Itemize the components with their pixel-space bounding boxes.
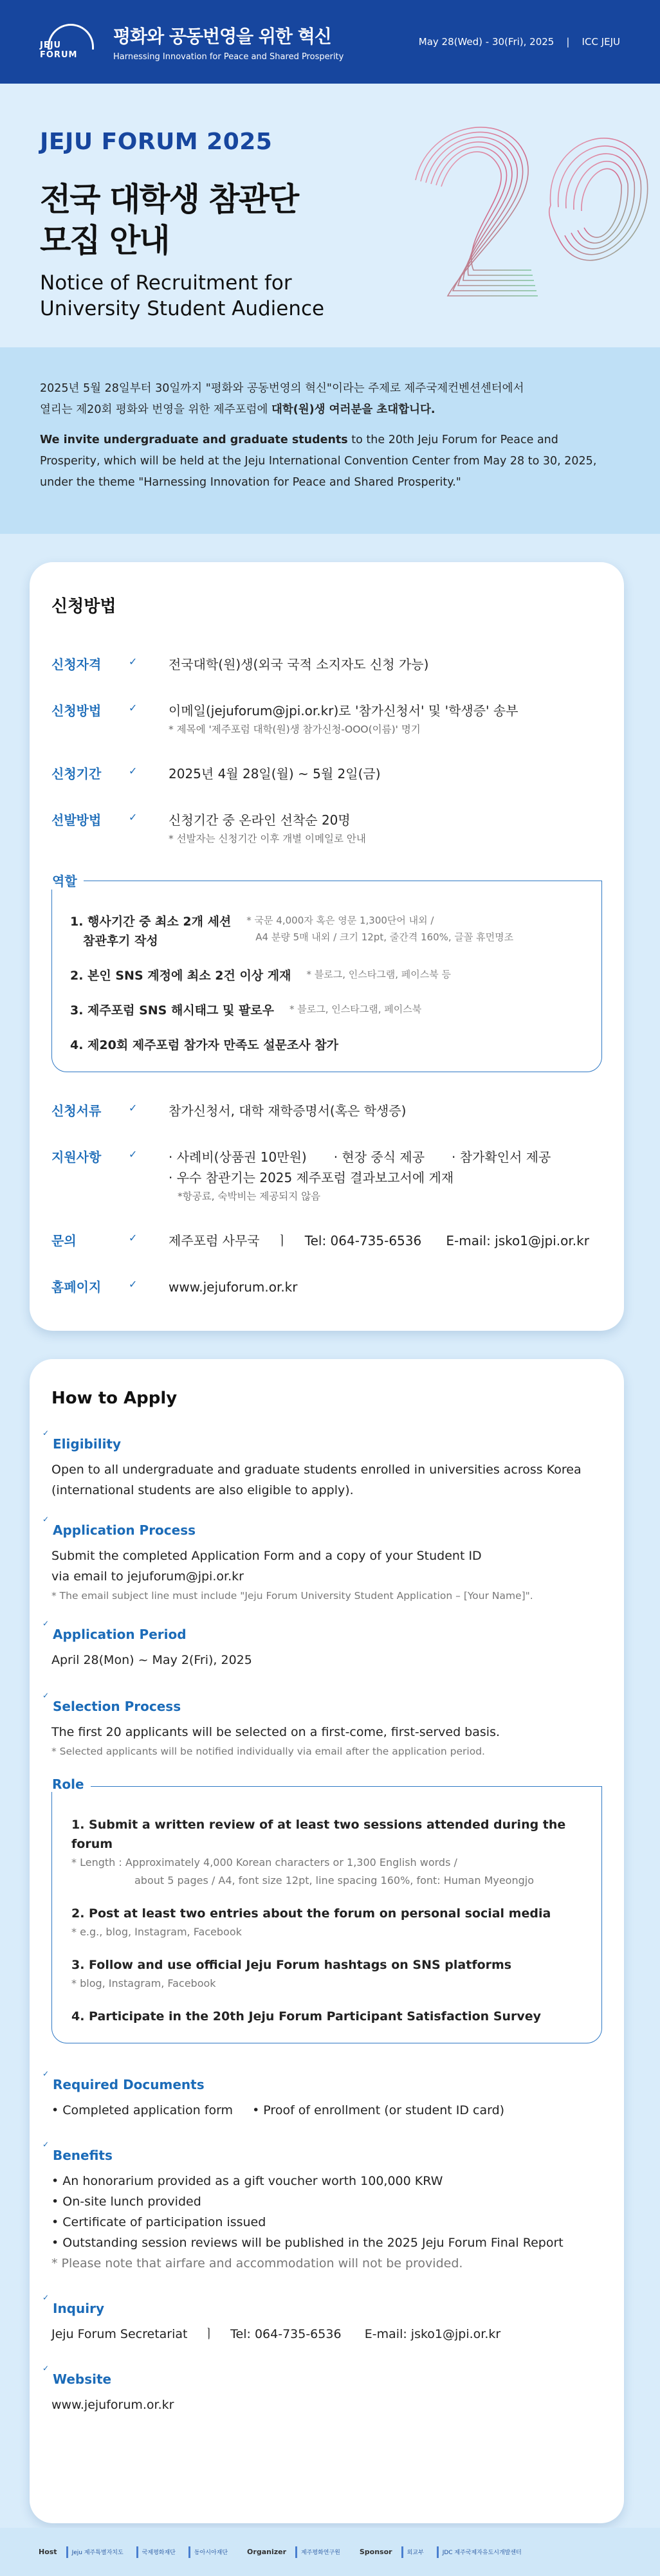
footer-sponsors — [0, 2528, 660, 2576]
ko-benefit-3: · 참가확인서 제공 — [452, 1149, 551, 1165]
ko-period-row — [51, 763, 602, 784]
ko-process-note: * 제목에 '제주포럼 대학(원)생 참가신청-OOO(이름)' 명기 — [169, 724, 421, 735]
ko-selection-row — [51, 810, 602, 847]
en-eligibility-label: ✓ Eligibility — [50, 1436, 602, 1452]
organizer-logo-jpi: 제주평화연구원 — [295, 2546, 344, 2558]
ko-role-label: 역할 — [51, 871, 84, 890]
en-period-value: April 28(Mon) ~ May 2(Fri), 2025 — [51, 1653, 252, 1667]
host-logo-peace-foundation: 국제평화재단 — [136, 2546, 179, 2558]
ko-benefit-4: · 우수 참관기는 2025 제주포럼 결과보고서에 게재 — [169, 1170, 454, 1185]
check-icon: ✓ — [129, 1102, 138, 1114]
ko-process-label: 신청방법 — [51, 703, 102, 718]
en-docs-section — [51, 2077, 602, 2121]
ko-selection-note: * 선발자는 신청기간 이후 개별 이메일로 안내 — [169, 833, 366, 845]
intro-ko-bold: 대학(원)생 여러분을 초대합니다. — [271, 403, 435, 416]
ko-role-1-note-a: * 국문 4,000자 혹은 영문 1,300단어 내외 / — [246, 915, 434, 926]
ko-role-4-text: 4. 제20회 제주포럼 참가자 만족도 설문조사 참가 — [70, 1038, 338, 1052]
ko-role-2-text: 2. 본인 SNS 계정에 최소 2건 이상 게재 — [70, 969, 291, 983]
ko-website-label: 홈페이지 — [51, 1279, 102, 1295]
ko-role-item-1 — [70, 912, 587, 951]
en-role-3-note: * blog, Instagram, Facebook — [71, 1977, 216, 1989]
ko-role-1-text-a: 1. 행사기간 중 최소 2개 세션 — [70, 915, 232, 929]
ko-eligibility-label: 신청자격 — [51, 657, 102, 672]
korean-application-card — [30, 562, 624, 1331]
ko-docs-label: 신청서류 — [51, 1103, 102, 1119]
host-label: Host — [39, 2548, 57, 2556]
en-role-item-3 — [71, 1955, 587, 1993]
ko-role-item-3 — [70, 1001, 587, 1020]
en-website-link[interactable]: www.jejuforum.or.kr — [51, 2398, 174, 2412]
en-role-box — [51, 1777, 602, 2043]
subtitle-line-1: Notice of Recruitment for — [40, 271, 292, 295]
en-docs-item-1: • Completed application form — [51, 2103, 234, 2117]
ko-role-item-4 — [70, 1036, 587, 1055]
ko-benefit-2: · 현장 중식 제공 — [333, 1149, 425, 1165]
hero-section — [0, 84, 660, 347]
en-role-item-2 — [71, 1904, 587, 1941]
logo-text: JEJU FORUM — [40, 41, 78, 60]
host-logo-east-asia-foundation: 동아시아재단 — [188, 2546, 232, 2558]
twenty-ribbon-graphic — [390, 84, 660, 347]
en-website-section — [51, 2371, 602, 2415]
ko-website-row — [51, 1277, 602, 1297]
en-inquiry-label: ✓ Inquiry — [50, 2301, 602, 2316]
ko-eligibility-row — [51, 654, 602, 675]
en-process-label: ✓ Application Process — [50, 1522, 602, 1538]
check-icon: ✓ — [129, 655, 138, 668]
ko-benefit-1: · 사례비(상품권 10만원) — [169, 1149, 307, 1165]
hero-eyebrow: JEJU FORUM 2025 — [40, 129, 273, 155]
en-selection-note: * Selected applicants will be notified individually via email after the application period. — [51, 1746, 485, 1757]
check-icon: ✓ — [129, 1148, 138, 1160]
ko-process-value: 이메일(jejuforum@jpi.or.kr)로 '참가신청서' 및 '학생증' 송부 — [169, 703, 518, 718]
ko-role-3-note: * 블로그, 인스타그램, 페이스북 — [289, 1003, 422, 1015]
en-role-4-text: 4. Participate in the 20th Jeju Forum Participant Satisfaction Survey — [71, 2009, 542, 2023]
ko-role-1-text-b: 참관후기 작성 — [83, 934, 158, 948]
en-docs-item-2: • Proof of enrollment (or student ID card) — [252, 2103, 505, 2117]
en-role-3-text: 3. Follow and use official Jeju Forum hashtags on SNS platforms — [71, 1958, 512, 1972]
en-process-section — [51, 1522, 602, 1605]
sponsor-label: Sponsor — [359, 2548, 392, 2556]
en-role-1-text: 1. Submit a written review of at least two sessions attended during the forum — [71, 1818, 566, 1851]
en-eligibility-value: Open to all undergraduate and graduate students enrolled in universities across Korea (international students are also eligible to apply). — [51, 1463, 582, 1497]
jeju-forum-logo — [40, 11, 102, 73]
header-date-venue: May 28(Wed) - 30(Fri), 2025 | ICC JEJU — [418, 36, 620, 48]
hero-subtitle — [40, 270, 324, 322]
intro-ko-line-2: 열리는 제20회 평화와 번영을 위한 제주포럼에 — [40, 403, 271, 416]
ko-website-link[interactable]: www.jejuforum.or.kr — [169, 1279, 298, 1295]
en-role-1-note-a: * Length : Approximately 4,000 Korean characters or 1,300 English words / — [71, 1856, 457, 1868]
ko-period-value: 2025년 4월 28일(월) ~ 5월 2일(금) — [169, 766, 381, 781]
en-benefit-note: * Please note that airfare and accommodation will not be provided. — [51, 2256, 463, 2270]
en-selection-section — [51, 1699, 602, 1760]
top-header — [0, 0, 660, 84]
sponsor-logo-mofa: 외교부 — [401, 2546, 428, 2558]
en-role-2-note: * e.g., blog, Instagram, Facebook — [71, 1926, 242, 1938]
ko-role-3-text: 3. 제주포럼 SNS 해시태그 및 팔로우 — [70, 1003, 275, 1018]
ko-inquiry-value: 제주포럼 사무국 ㅣ Tel: 064-735-6536 E-mail: jsko1@jpi.or.kr — [169, 1233, 589, 1248]
en-period-section — [51, 1627, 602, 1670]
ko-benefits-label: 지원사항 — [51, 1149, 102, 1165]
intro-en-bold: We invite undergraduate and graduate students — [40, 434, 348, 446]
ko-selection-value: 신청기간 중 온라인 선착순 20명 — [169, 812, 351, 828]
en-role-label: Role — [51, 1777, 91, 1792]
en-website-label: ✓ Website — [50, 2371, 602, 2387]
en-selection-label: ✓ Selection Process — [50, 1699, 602, 1714]
ko-benefits-row — [51, 1147, 602, 1205]
en-process-line-2: via email to jejuforum@jpi.or.kr — [51, 1569, 244, 1584]
ko-role-1-note-b: A4 분량 5매 내외 / 크기 12pt, 줄간격 160%, 글꼴 휴먼명조 — [255, 931, 514, 943]
ko-role-2-note: * 블로그, 인스타그램, 페이스북 등 — [306, 969, 451, 980]
ko-docs-value: 참가신청서, 대학 재학증명서(혹은 학생증) — [169, 1103, 407, 1119]
ko-period-label: 신청기간 — [51, 766, 102, 781]
en-benefits-section — [51, 2148, 602, 2274]
english-application-card — [30, 1359, 624, 2523]
header-title-en: Harnessing Innovation for Peace and Shared Prosperity — [113, 51, 344, 62]
en-benefit-3: • Certificate of participation issued — [51, 2215, 266, 2229]
intro-band — [0, 347, 660, 534]
ko-eligibility-value: 전국대학(원)생(외국 국적 소지자도 신청 가능) — [169, 657, 429, 672]
en-process-note: * The email subject line must include "Jeju Forum University Student Application – [Your Name]". — [51, 1590, 533, 1602]
en-role-2-text: 2. Post at least two entries about the forum on personal social media — [71, 1906, 551, 1921]
ko-role-box — [51, 873, 602, 1072]
intro-ko-line-1: 2025년 5월 28일부터 30일까지 "평화와 공동번영의 혁신"이라는 주제로 제주국제컨벤션센터에서 — [40, 382, 524, 395]
check-icon: ✓ — [129, 702, 138, 714]
check-icon: ✓ — [129, 811, 138, 823]
en-period-label: ✓ Application Period — [50, 1627, 602, 1642]
en-benefits-label: ✓ Benefits — [50, 2148, 602, 2163]
ko-docs-row — [51, 1101, 602, 1121]
intro-en — [40, 430, 620, 493]
intro-en-rest: to the 20th Jeju Forum for Peace and Prosperity, which will be held at the Jeju International Convention Center from May 28 to 30, 2025, under the theme "Harnessing Innovation for Peace and Shared Prosperity." — [40, 434, 597, 489]
en-benefit-2: • On-site lunch provided — [51, 2195, 201, 2209]
subtitle-line-2: University Student Audience — [40, 297, 325, 320]
en-inquiry-value: Jeju Forum Secretariat ㅣ Tel: 064-735-6536 E-mail: jsko1@jpi.or.kr — [51, 2327, 501, 2341]
hero-headline — [40, 179, 298, 261]
ko-selection-label: 선발방법 — [51, 812, 102, 828]
ko-role-item-2 — [70, 966, 587, 985]
header-title-ko: 평화와 공동번영을 위한 혁신 — [113, 25, 331, 47]
en-role-item-1 — [71, 1815, 587, 1890]
ko-inquiry-row — [51, 1230, 602, 1251]
ko-process-row — [51, 700, 602, 738]
organizer-label: Organizer — [247, 2548, 287, 2556]
ko-card-title: 신청방법 — [51, 597, 116, 616]
check-icon: ✓ — [129, 765, 138, 777]
en-selection-value: The first 20 applicants will be selected on a first-come, first-served basis. — [51, 1725, 500, 1739]
ko-benefit-note: *항공료, 숙박비는 제공되지 않음 — [178, 1191, 321, 1202]
en-process-line-1: Submit the completed Application Form and a copy of your Student ID — [51, 1549, 482, 1563]
en-inquiry-section — [51, 2301, 602, 2344]
headline-line-2: 모집 안내 — [40, 222, 169, 259]
en-role-item-4 — [71, 2007, 587, 2026]
headline-line-1: 전국 대학생 참관단 — [40, 181, 298, 218]
check-icon: ✓ — [129, 1278, 138, 1290]
en-eligibility-section — [51, 1436, 602, 1501]
en-benefit-1: • An honorarium provided as a gift voucher worth 100,000 KRW — [51, 2174, 443, 2188]
en-card-title: How to Apply — [51, 1389, 178, 1408]
en-role-1-note-b: about 5 pages / A4, font size 12pt, line spacing 160%, font: Human Myeongjo — [134, 1874, 534, 1886]
en-benefit-4: • Outstanding session reviews will be published in the 2025 Jeju Forum Final Report — [51, 2236, 564, 2250]
check-icon: ✓ — [129, 1232, 138, 1244]
ko-inquiry-label: 문의 — [51, 1233, 77, 1248]
host-logo-jeju: Jeju 제주특별자치도 — [66, 2546, 127, 2558]
intro-ko — [40, 378, 620, 421]
en-docs-label: ✓ Required Documents — [50, 2077, 602, 2092]
sponsor-logo-jdc: JDC 제주국제자유도시개발센터 — [437, 2546, 526, 2558]
